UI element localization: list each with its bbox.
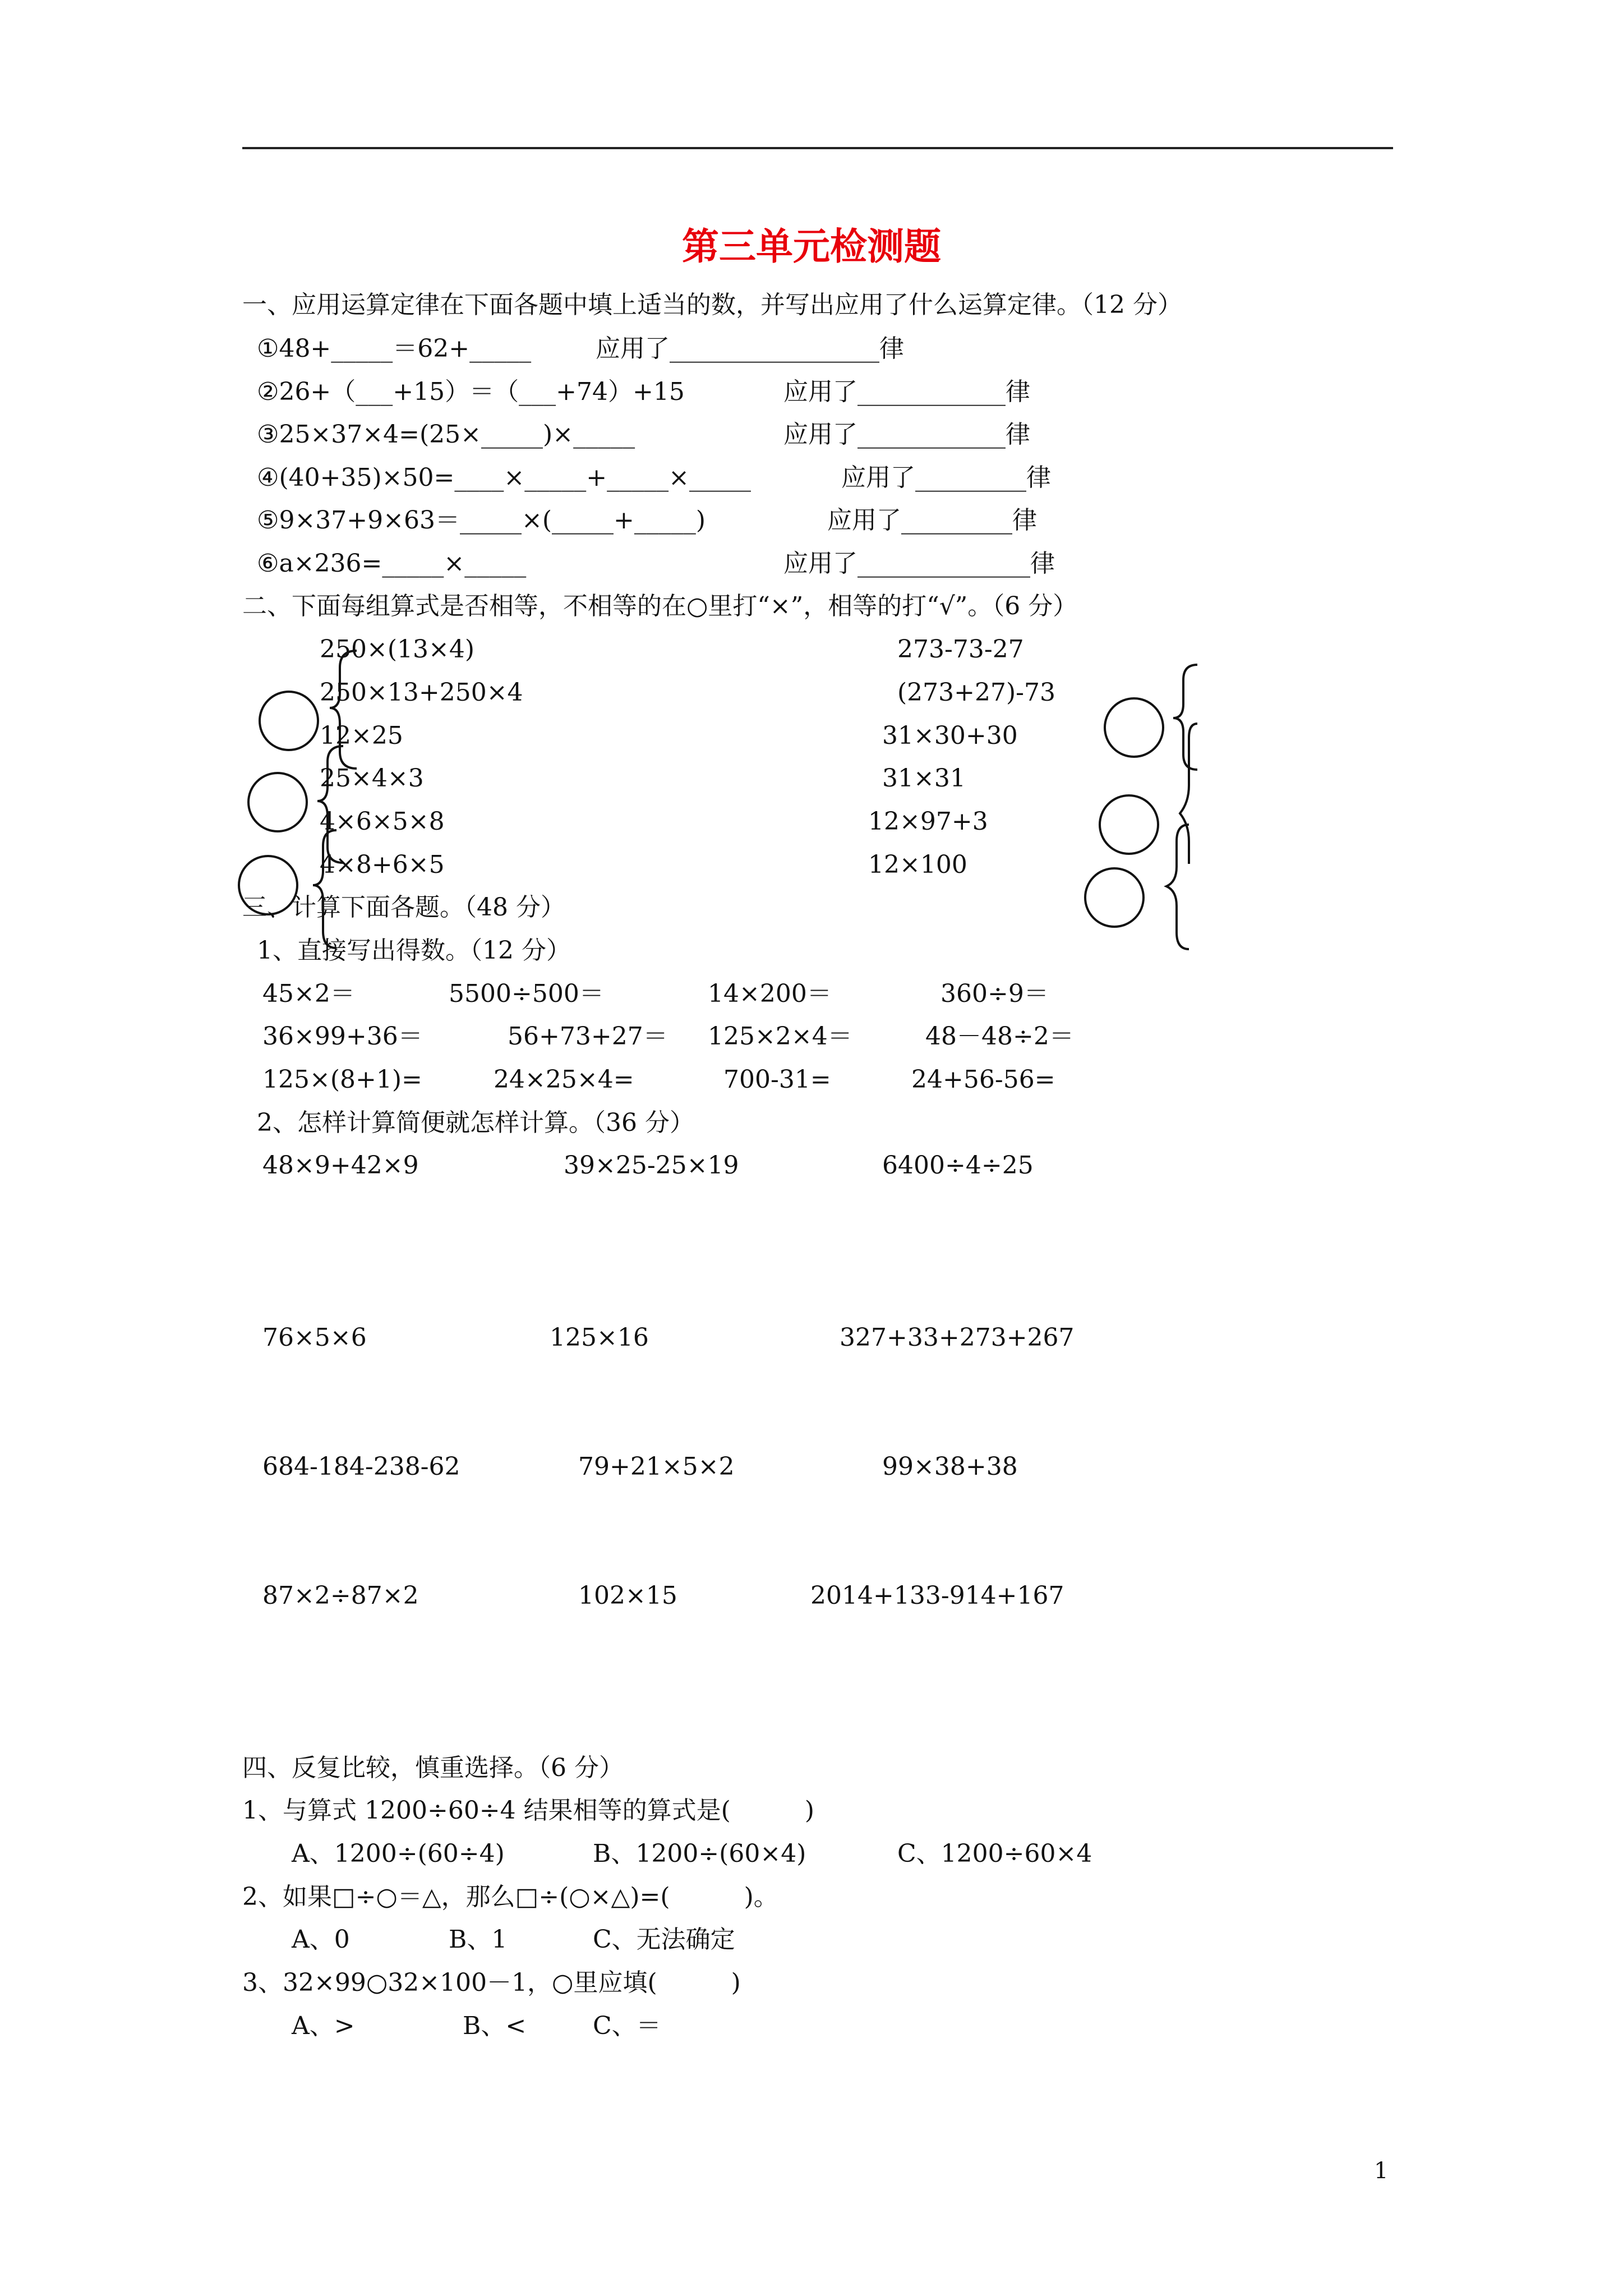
sec1-row3-expr: ③25×37×4=(25×_____)×_____ [257, 420, 635, 449]
answer-circle-right-3 [1085, 868, 1144, 927]
answer-circle-right-2 [1100, 795, 1158, 854]
sec2-left-6: 4×8+6×5 [320, 850, 445, 879]
answer-circle-left-1 [260, 692, 318, 750]
sec2-left-3: 12×25 [320, 721, 403, 750]
sec4-q3-option-c: C、＝ [593, 2012, 661, 2040]
sec4-q1-option-c: C、1200÷60×4 [897, 1839, 1092, 1868]
problem-item: 48×9+42×9 [262, 1151, 419, 1180]
sec1-row1-expr: ①48+_____＝62+_____ [257, 334, 532, 363]
sec4-q2-option-a: A、0 [292, 1925, 350, 1954]
sec4-q3-option-b: B、< [463, 2012, 527, 2040]
sec4-q3-option-a: A、> [292, 2012, 355, 2040]
problem-item: 684-184-238-62 [262, 1452, 460, 1481]
section4-heading: 四、反复比较，慎重选择。（6 分） [242, 1754, 624, 1782]
sec2-left-5: 4×6×5×8 [320, 807, 445, 836]
sec2-left-2: 250×13+250×4 [320, 678, 523, 707]
page-title: 第三单元检测题 [682, 224, 941, 268]
sec1-row5-expr: ⑤9×37+9×63＝_____×(_____+_____) [257, 506, 706, 535]
right-brace-3 [1166, 825, 1189, 949]
section3-heading: 三、计算下面各题。（48 分） [242, 893, 565, 922]
left-brace-2 [317, 746, 343, 863]
sec4-q2-option-c: C、无法确定 [593, 1925, 735, 1954]
answer-circle-right-1 [1105, 698, 1163, 757]
calc-item: 24+56-56= [911, 1065, 1055, 1094]
calc-item: 14×200＝ [708, 979, 832, 1008]
calc-item: 125×2×4＝ [708, 1022, 852, 1051]
sec1-row4-applied: 应用了_________律 [841, 463, 1051, 492]
sec1-row3-applied: 应用了____________律 [783, 420, 1030, 449]
sec2-right-6: 12×100 [868, 850, 967, 879]
sec3-part1-heading: 1、直接写出得数。（12 分） [257, 936, 571, 965]
problem-item: 102×15 [578, 1581, 677, 1610]
calc-item: 5500÷500＝ [449, 979, 604, 1008]
calc-item: 45×2＝ [262, 979, 355, 1008]
sec2-right-2: (273+27)-73 [897, 678, 1056, 707]
sec2-right-1: 273-73-27 [897, 635, 1024, 664]
sec1-row1-applied: 应用了_________________律 [596, 334, 904, 363]
calc-item: 125×(8+1)= [262, 1065, 422, 1094]
sec4-q1-option-a: A、1200÷(60÷4) [292, 1839, 505, 1868]
calc-item: 48－48÷2＝ [925, 1022, 1074, 1051]
left-brace-3 [313, 830, 336, 948]
sec2-right-3: 31×30+30 [882, 721, 1018, 750]
problem-item: 2014+133-914+167 [810, 1581, 1064, 1610]
problem-item: 76×5×6 [262, 1323, 367, 1352]
sec1-row6-applied: 应用了______________律 [783, 549, 1055, 578]
right-brace-1 [1173, 665, 1197, 770]
sec2-right-5: 12×97+3 [868, 807, 988, 836]
sec1-row4-expr: ④(40+35)×50=____×_____+_____×_____ [257, 463, 751, 492]
sec4-q3-stem: 3、32×99○32×100－1，○里应填( ) [242, 1968, 741, 1997]
section1-heading: 一、应用运算定律在下面各题中填上适当的数，并写出应用了什么运算定律。（12 分） [242, 291, 1182, 319]
sec3-part2-heading: 2、怎样计算简便就怎样计算。（36 分） [257, 1108, 694, 1137]
left-brace-1 [330, 651, 357, 769]
calc-item: 36×99+36＝ [262, 1022, 423, 1051]
problem-item: 125×16 [550, 1323, 649, 1352]
sec2-right-4: 31×31 [882, 764, 966, 793]
calc-item: 700-31= [723, 1065, 831, 1094]
answer-circle-left-2 [248, 773, 307, 831]
problem-item: 327+33+273+267 [840, 1323, 1075, 1352]
problem-item: 6400÷4÷25 [882, 1151, 1034, 1180]
sec4-q1-stem: 1、与算式 1200÷60÷4 结果相等的算式是( ) [242, 1796, 814, 1825]
sec2-left-4: 25×4×3 [320, 764, 424, 793]
sec1-row6-expr: ⑥a×236=_____×_____ [257, 549, 527, 578]
sec4-q1-option-b: B、1200÷(60×4) [593, 1839, 806, 1868]
sec1-row5-applied: 应用了_________律 [827, 506, 1037, 535]
answer-circle-left-3 [239, 856, 297, 914]
calc-item: 24×25×4= [494, 1065, 634, 1094]
calc-item: 56+73+27＝ [508, 1022, 668, 1051]
page-number: 1 [1374, 2158, 1389, 2184]
problem-item: 39×25-25×19 [564, 1151, 739, 1180]
calc-item: 360÷9＝ [940, 979, 1049, 1008]
sec2-left-1: 250×(13×4) [320, 635, 475, 664]
problem-item: 79+21×5×2 [578, 1452, 735, 1481]
sec4-q2-stem: 2、如果□÷○＝△，那么□÷(○×△)=( )。 [242, 1883, 778, 1911]
sec1-row2-applied: 应用了____________律 [783, 378, 1030, 406]
sec4-q2-option-b: B、1 [449, 1925, 508, 1954]
problem-item: 99×38+38 [882, 1452, 1018, 1481]
sec1-row2-expr: ②26+（___+15）＝（___+74）+15 [257, 378, 685, 406]
problem-item: 87×2÷87×2 [262, 1581, 419, 1610]
section2-heading: 二、下面每组算式是否相等，不相等的在○里打“×”，相等的打“√”。（6 分） [242, 592, 1078, 620]
